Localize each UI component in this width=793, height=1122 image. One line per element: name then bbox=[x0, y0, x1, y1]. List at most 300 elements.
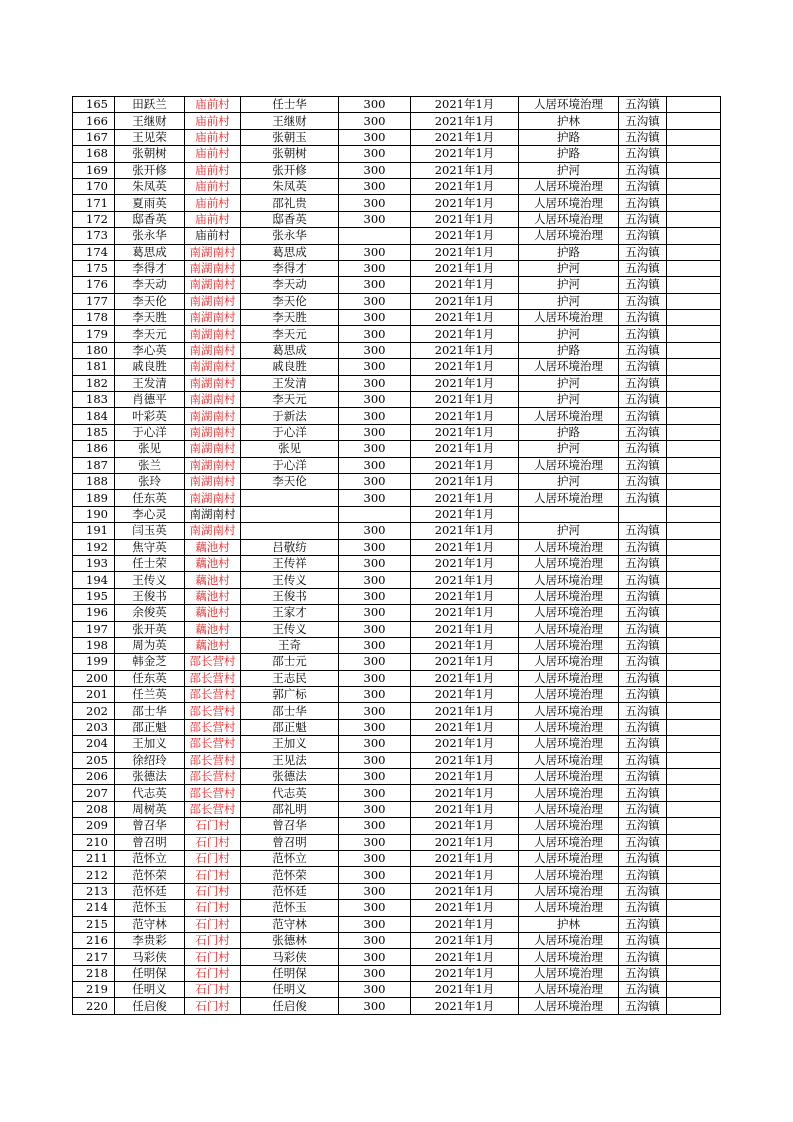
village-name: 石门村 bbox=[185, 850, 241, 866]
post-type: 人居环境治理 bbox=[519, 965, 619, 981]
town-name: 五沟镇 bbox=[619, 752, 667, 768]
table-row bbox=[73, 408, 721, 424]
row-number: 187 bbox=[73, 457, 115, 473]
amount: 300 bbox=[339, 342, 411, 358]
amount bbox=[339, 228, 411, 244]
amount: 300 bbox=[339, 982, 411, 998]
town-name: 五沟镇 bbox=[619, 900, 667, 916]
village-name: 石门村 bbox=[185, 982, 241, 998]
amount: 300 bbox=[339, 408, 411, 424]
post-type: 人居环境治理 bbox=[519, 818, 619, 834]
town-name: 五沟镇 bbox=[619, 539, 667, 555]
contact-name: 邵正魁 bbox=[241, 719, 339, 735]
amount: 300 bbox=[339, 211, 411, 227]
post-type: 护河 bbox=[519, 523, 619, 539]
village-name: 南湖南村 bbox=[185, 342, 241, 358]
post-type: 护河 bbox=[519, 277, 619, 293]
blank-cell bbox=[667, 588, 721, 604]
person-name: 王加义 bbox=[115, 736, 185, 752]
month: 2021年1月 bbox=[411, 162, 519, 178]
month: 2021年1月 bbox=[411, 473, 519, 489]
person-name: 王继财 bbox=[115, 113, 185, 129]
post-type: 人居环境治理 bbox=[519, 359, 619, 375]
month: 2021年1月 bbox=[411, 244, 519, 260]
row-number: 198 bbox=[73, 637, 115, 653]
town-name: 五沟镇 bbox=[619, 801, 667, 817]
post-type: 人居环境治理 bbox=[519, 867, 619, 883]
month: 2021年1月 bbox=[411, 801, 519, 817]
contact-name bbox=[241, 490, 339, 506]
contact-name: 任明保 bbox=[241, 965, 339, 981]
contact-name: 王见法 bbox=[241, 752, 339, 768]
row-number: 174 bbox=[73, 244, 115, 260]
month: 2021年1月 bbox=[411, 621, 519, 637]
person-name: 任启俊 bbox=[115, 998, 185, 1014]
post-type: 人居环境治理 bbox=[519, 228, 619, 244]
row-number: 216 bbox=[73, 932, 115, 948]
blank-cell bbox=[667, 473, 721, 489]
contact-name: 张德林 bbox=[241, 932, 339, 948]
village-name: 石门村 bbox=[185, 916, 241, 932]
month: 2021年1月 bbox=[411, 326, 519, 342]
row-number: 217 bbox=[73, 949, 115, 965]
person-name: 任东英 bbox=[115, 490, 185, 506]
post-type: 人居环境治理 bbox=[519, 982, 619, 998]
amount: 300 bbox=[339, 244, 411, 260]
month: 2021年1月 bbox=[411, 687, 519, 703]
amount: 300 bbox=[339, 769, 411, 785]
row-number: 173 bbox=[73, 228, 115, 244]
table-row bbox=[73, 359, 721, 375]
amount: 300 bbox=[339, 850, 411, 866]
blank-cell bbox=[667, 97, 721, 113]
person-name: 李天动 bbox=[115, 277, 185, 293]
contact-name: 郭广标 bbox=[241, 687, 339, 703]
row-number: 176 bbox=[73, 277, 115, 293]
post-type: 人居环境治理 bbox=[519, 555, 619, 571]
town-name: 五沟镇 bbox=[619, 572, 667, 588]
town-name: 五沟镇 bbox=[619, 834, 667, 850]
blank-cell bbox=[667, 834, 721, 850]
row-number: 169 bbox=[73, 162, 115, 178]
blank-cell bbox=[667, 113, 721, 129]
person-name: 田跃兰 bbox=[115, 97, 185, 113]
blank-cell bbox=[667, 605, 721, 621]
post-type: 护河 bbox=[519, 293, 619, 309]
post-type: 护河 bbox=[519, 473, 619, 489]
contact-name: 马彩侠 bbox=[241, 949, 339, 965]
blank-cell bbox=[667, 867, 721, 883]
row-number: 186 bbox=[73, 441, 115, 457]
person-name: 焦守英 bbox=[115, 539, 185, 555]
amount: 300 bbox=[339, 310, 411, 326]
person-name: 范守林 bbox=[115, 916, 185, 932]
post-type: 护河 bbox=[519, 441, 619, 457]
table-row bbox=[73, 244, 721, 260]
amount: 300 bbox=[339, 588, 411, 604]
town-name: 五沟镇 bbox=[619, 408, 667, 424]
village-name: 南湖南村 bbox=[185, 326, 241, 342]
row-number: 199 bbox=[73, 654, 115, 670]
person-name: 周为英 bbox=[115, 637, 185, 653]
blank-cell bbox=[667, 408, 721, 424]
town-name: 五沟镇 bbox=[619, 162, 667, 178]
contact-name: 邵礼贵 bbox=[241, 195, 339, 211]
blank-cell bbox=[667, 719, 721, 735]
village-name: 藕池村 bbox=[185, 621, 241, 637]
person-name: 周树英 bbox=[115, 801, 185, 817]
village-name: 南湖南村 bbox=[185, 260, 241, 276]
table-row bbox=[73, 129, 721, 145]
contact-name: 张朝玉 bbox=[241, 129, 339, 145]
row-number: 166 bbox=[73, 113, 115, 129]
post-type: 人居环境治理 bbox=[519, 310, 619, 326]
month: 2021年1月 bbox=[411, 195, 519, 211]
row-number: 219 bbox=[73, 982, 115, 998]
person-name: 李心英 bbox=[115, 342, 185, 358]
month: 2021年1月 bbox=[411, 752, 519, 768]
contact-name: 范怀廷 bbox=[241, 883, 339, 899]
blank-cell bbox=[667, 637, 721, 653]
blank-cell bbox=[667, 310, 721, 326]
blank-cell bbox=[667, 850, 721, 866]
person-name: 王传义 bbox=[115, 572, 185, 588]
contact-name: 张朝树 bbox=[241, 146, 339, 162]
blank-cell bbox=[667, 392, 721, 408]
town-name: 五沟镇 bbox=[619, 97, 667, 113]
post-type: 人居环境治理 bbox=[519, 178, 619, 194]
month: 2021年1月 bbox=[411, 129, 519, 145]
contact-name: 张见 bbox=[241, 441, 339, 457]
amount: 300 bbox=[339, 605, 411, 621]
month: 2021年1月 bbox=[411, 506, 519, 522]
month: 2021年1月 bbox=[411, 850, 519, 866]
amount: 300 bbox=[339, 998, 411, 1014]
row-number: 207 bbox=[73, 785, 115, 801]
row-number: 194 bbox=[73, 572, 115, 588]
month: 2021年1月 bbox=[411, 490, 519, 506]
post-type: 人居环境治理 bbox=[519, 637, 619, 653]
person-name: 叶彩英 bbox=[115, 408, 185, 424]
town-name: 五沟镇 bbox=[619, 457, 667, 473]
person-name: 闫玉英 bbox=[115, 523, 185, 539]
amount: 300 bbox=[339, 293, 411, 309]
post-type: 护路 bbox=[519, 424, 619, 440]
town-name: 五沟镇 bbox=[619, 916, 667, 932]
person-name: 张见 bbox=[115, 441, 185, 457]
amount: 300 bbox=[339, 637, 411, 653]
contact-name: 任士华 bbox=[241, 97, 339, 113]
amount: 300 bbox=[339, 523, 411, 539]
blank-cell bbox=[667, 932, 721, 948]
person-name: 范怀廷 bbox=[115, 883, 185, 899]
amount: 300 bbox=[339, 883, 411, 899]
table-row bbox=[73, 703, 721, 719]
amount: 300 bbox=[339, 457, 411, 473]
person-name: 于心洋 bbox=[115, 424, 185, 440]
village-name: 南湖南村 bbox=[185, 441, 241, 457]
post-type: 人居环境治理 bbox=[519, 654, 619, 670]
amount: 300 bbox=[339, 654, 411, 670]
contact-name: 邵士华 bbox=[241, 703, 339, 719]
amount: 300 bbox=[339, 900, 411, 916]
table-row bbox=[73, 719, 721, 735]
village-name: 邵长营村 bbox=[185, 654, 241, 670]
village-name: 藕池村 bbox=[185, 637, 241, 653]
town-name: 五沟镇 bbox=[619, 146, 667, 162]
amount: 300 bbox=[339, 375, 411, 391]
table-row bbox=[73, 965, 721, 981]
town-name: 五沟镇 bbox=[619, 932, 667, 948]
amount: 300 bbox=[339, 703, 411, 719]
village-name: 石门村 bbox=[185, 834, 241, 850]
row-number: 170 bbox=[73, 178, 115, 194]
person-name: 李天元 bbox=[115, 326, 185, 342]
contact-name: 任启俊 bbox=[241, 998, 339, 1014]
amount: 300 bbox=[339, 260, 411, 276]
amount: 300 bbox=[339, 949, 411, 965]
month: 2021年1月 bbox=[411, 834, 519, 850]
row-number: 191 bbox=[73, 523, 115, 539]
contact-name: 曾召明 bbox=[241, 834, 339, 850]
month: 2021年1月 bbox=[411, 523, 519, 539]
village-name: 南湖南村 bbox=[185, 473, 241, 489]
post-type: 人居环境治理 bbox=[519, 949, 619, 965]
row-number: 185 bbox=[73, 424, 115, 440]
blank-cell bbox=[667, 785, 721, 801]
month: 2021年1月 bbox=[411, 555, 519, 571]
month: 2021年1月 bbox=[411, 949, 519, 965]
month: 2021年1月 bbox=[411, 818, 519, 834]
town-name: 五沟镇 bbox=[619, 998, 667, 1014]
table-row bbox=[73, 293, 721, 309]
table-row bbox=[73, 523, 721, 539]
row-number: 188 bbox=[73, 473, 115, 489]
town-name: 五沟镇 bbox=[619, 129, 667, 145]
village-name: 石门村 bbox=[185, 883, 241, 899]
table-row bbox=[73, 572, 721, 588]
person-name: 韩金芝 bbox=[115, 654, 185, 670]
blank-cell bbox=[667, 818, 721, 834]
post-type: 护路 bbox=[519, 146, 619, 162]
row-number: 206 bbox=[73, 769, 115, 785]
town-name: 五沟镇 bbox=[619, 244, 667, 260]
post-type: 人居环境治理 bbox=[519, 752, 619, 768]
town-name: 五沟镇 bbox=[619, 637, 667, 653]
amount: 300 bbox=[339, 392, 411, 408]
contact-name: 王传义 bbox=[241, 572, 339, 588]
table-row bbox=[73, 211, 721, 227]
post-type: 人居环境治理 bbox=[519, 195, 619, 211]
town-name: 五沟镇 bbox=[619, 769, 667, 785]
table-row bbox=[73, 588, 721, 604]
row-number: 195 bbox=[73, 588, 115, 604]
town-name: 五沟镇 bbox=[619, 588, 667, 604]
month: 2021年1月 bbox=[411, 703, 519, 719]
blank-cell bbox=[667, 555, 721, 571]
row-number: 189 bbox=[73, 490, 115, 506]
contact-name bbox=[241, 506, 339, 522]
amount: 300 bbox=[339, 326, 411, 342]
contact-name: 于新法 bbox=[241, 408, 339, 424]
post-type: 人居环境治理 bbox=[519, 736, 619, 752]
month: 2021年1月 bbox=[411, 637, 519, 653]
town-name: 五沟镇 bbox=[619, 211, 667, 227]
town-name: 五沟镇 bbox=[619, 359, 667, 375]
town-name: 五沟镇 bbox=[619, 342, 667, 358]
village-name: 南湖南村 bbox=[185, 310, 241, 326]
village-name: 庙前村 bbox=[185, 97, 241, 113]
month: 2021年1月 bbox=[411, 359, 519, 375]
row-number: 181 bbox=[73, 359, 115, 375]
contact-name: 范守林 bbox=[241, 916, 339, 932]
table-row bbox=[73, 883, 721, 899]
blank-cell bbox=[667, 244, 721, 260]
post-type: 人居环境治理 bbox=[519, 850, 619, 866]
table-row bbox=[73, 310, 721, 326]
contact-name: 于心洋 bbox=[241, 457, 339, 473]
blank-cell bbox=[667, 342, 721, 358]
post-type bbox=[519, 506, 619, 522]
table-row bbox=[73, 621, 721, 637]
person-name: 曾召明 bbox=[115, 834, 185, 850]
blank-cell bbox=[667, 506, 721, 522]
blank-cell bbox=[667, 539, 721, 555]
village-name: 南湖南村 bbox=[185, 359, 241, 375]
amount: 300 bbox=[339, 801, 411, 817]
person-name: 徐绍玲 bbox=[115, 752, 185, 768]
month: 2021年1月 bbox=[411, 998, 519, 1014]
row-number: 200 bbox=[73, 670, 115, 686]
village-name: 邵长营村 bbox=[185, 687, 241, 703]
month: 2021年1月 bbox=[411, 113, 519, 129]
month: 2021年1月 bbox=[411, 375, 519, 391]
table-row bbox=[73, 490, 721, 506]
person-name: 王发清 bbox=[115, 375, 185, 391]
month: 2021年1月 bbox=[411, 982, 519, 998]
person-name: 任东英 bbox=[115, 670, 185, 686]
village-name: 石门村 bbox=[185, 867, 241, 883]
blank-cell bbox=[667, 162, 721, 178]
amount: 300 bbox=[339, 424, 411, 440]
table-body bbox=[73, 97, 721, 1015]
row-number: 184 bbox=[73, 408, 115, 424]
blank-cell bbox=[667, 523, 721, 539]
month: 2021年1月 bbox=[411, 277, 519, 293]
amount: 300 bbox=[339, 359, 411, 375]
row-number: 202 bbox=[73, 703, 115, 719]
contact-name: 王加义 bbox=[241, 736, 339, 752]
table-row bbox=[73, 162, 721, 178]
person-name: 张开修 bbox=[115, 162, 185, 178]
post-type: 人居环境治理 bbox=[519, 834, 619, 850]
contact-name: 李得才 bbox=[241, 260, 339, 276]
month: 2021年1月 bbox=[411, 457, 519, 473]
town-name: 五沟镇 bbox=[619, 703, 667, 719]
blank-cell bbox=[667, 457, 721, 473]
table-row bbox=[73, 277, 721, 293]
contact-name: 朱凤英 bbox=[241, 178, 339, 194]
village-name: 南湖南村 bbox=[185, 293, 241, 309]
amount: 300 bbox=[339, 195, 411, 211]
blank-cell bbox=[667, 654, 721, 670]
contact-name: 李天胜 bbox=[241, 310, 339, 326]
row-number: 172 bbox=[73, 211, 115, 227]
person-name: 戚良胜 bbox=[115, 359, 185, 375]
village-name: 石门村 bbox=[185, 949, 241, 965]
person-name: 任明保 bbox=[115, 965, 185, 981]
amount: 300 bbox=[339, 473, 411, 489]
village-name: 邵长营村 bbox=[185, 670, 241, 686]
month: 2021年1月 bbox=[411, 424, 519, 440]
row-number: 218 bbox=[73, 965, 115, 981]
person-name: 葛思成 bbox=[115, 244, 185, 260]
amount: 300 bbox=[339, 146, 411, 162]
month: 2021年1月 bbox=[411, 310, 519, 326]
table-row bbox=[73, 392, 721, 408]
table-row bbox=[73, 867, 721, 883]
row-number: 208 bbox=[73, 801, 115, 817]
row-number: 183 bbox=[73, 392, 115, 408]
blank-cell bbox=[667, 752, 721, 768]
post-type: 人居环境治理 bbox=[519, 621, 619, 637]
town-name: 五沟镇 bbox=[619, 965, 667, 981]
contact-name: 于心洋 bbox=[241, 424, 339, 440]
post-type: 人居环境治理 bbox=[519, 703, 619, 719]
table-row bbox=[73, 654, 721, 670]
table-row bbox=[73, 752, 721, 768]
post-type: 人居环境治理 bbox=[519, 490, 619, 506]
person-name: 邵士华 bbox=[115, 703, 185, 719]
row-number: 204 bbox=[73, 736, 115, 752]
post-type: 人居环境治理 bbox=[519, 670, 619, 686]
post-type: 人居环境治理 bbox=[519, 900, 619, 916]
table-row bbox=[73, 506, 721, 522]
post-type: 人居环境治理 bbox=[519, 539, 619, 555]
post-type: 护路 bbox=[519, 129, 619, 145]
row-number: 175 bbox=[73, 260, 115, 276]
table-row bbox=[73, 457, 721, 473]
contact-name: 李天元 bbox=[241, 392, 339, 408]
person-name: 曾召华 bbox=[115, 818, 185, 834]
row-number: 213 bbox=[73, 883, 115, 899]
month: 2021年1月 bbox=[411, 867, 519, 883]
contact-name: 李天伦 bbox=[241, 473, 339, 489]
village-name: 庙前村 bbox=[185, 178, 241, 194]
table-row bbox=[73, 949, 721, 965]
village-name: 石门村 bbox=[185, 965, 241, 981]
blank-cell bbox=[667, 572, 721, 588]
village-name: 南湖南村 bbox=[185, 408, 241, 424]
post-type: 人居环境治理 bbox=[519, 457, 619, 473]
contact-name: 张开修 bbox=[241, 162, 339, 178]
person-name: 张朝树 bbox=[115, 146, 185, 162]
amount: 300 bbox=[339, 719, 411, 735]
town-name: 五沟镇 bbox=[619, 736, 667, 752]
table-row bbox=[73, 178, 721, 194]
contact-name: 王传祥 bbox=[241, 555, 339, 571]
contact-name: 范怀荣 bbox=[241, 867, 339, 883]
town-name: 五沟镇 bbox=[619, 883, 667, 899]
amount bbox=[339, 506, 411, 522]
table-row bbox=[73, 637, 721, 653]
amount: 300 bbox=[339, 129, 411, 145]
person-name: 朱凤英 bbox=[115, 178, 185, 194]
village-name: 南湖南村 bbox=[185, 375, 241, 391]
row-number: 165 bbox=[73, 97, 115, 113]
post-type: 人居环境治理 bbox=[519, 605, 619, 621]
village-name: 邵长营村 bbox=[185, 752, 241, 768]
